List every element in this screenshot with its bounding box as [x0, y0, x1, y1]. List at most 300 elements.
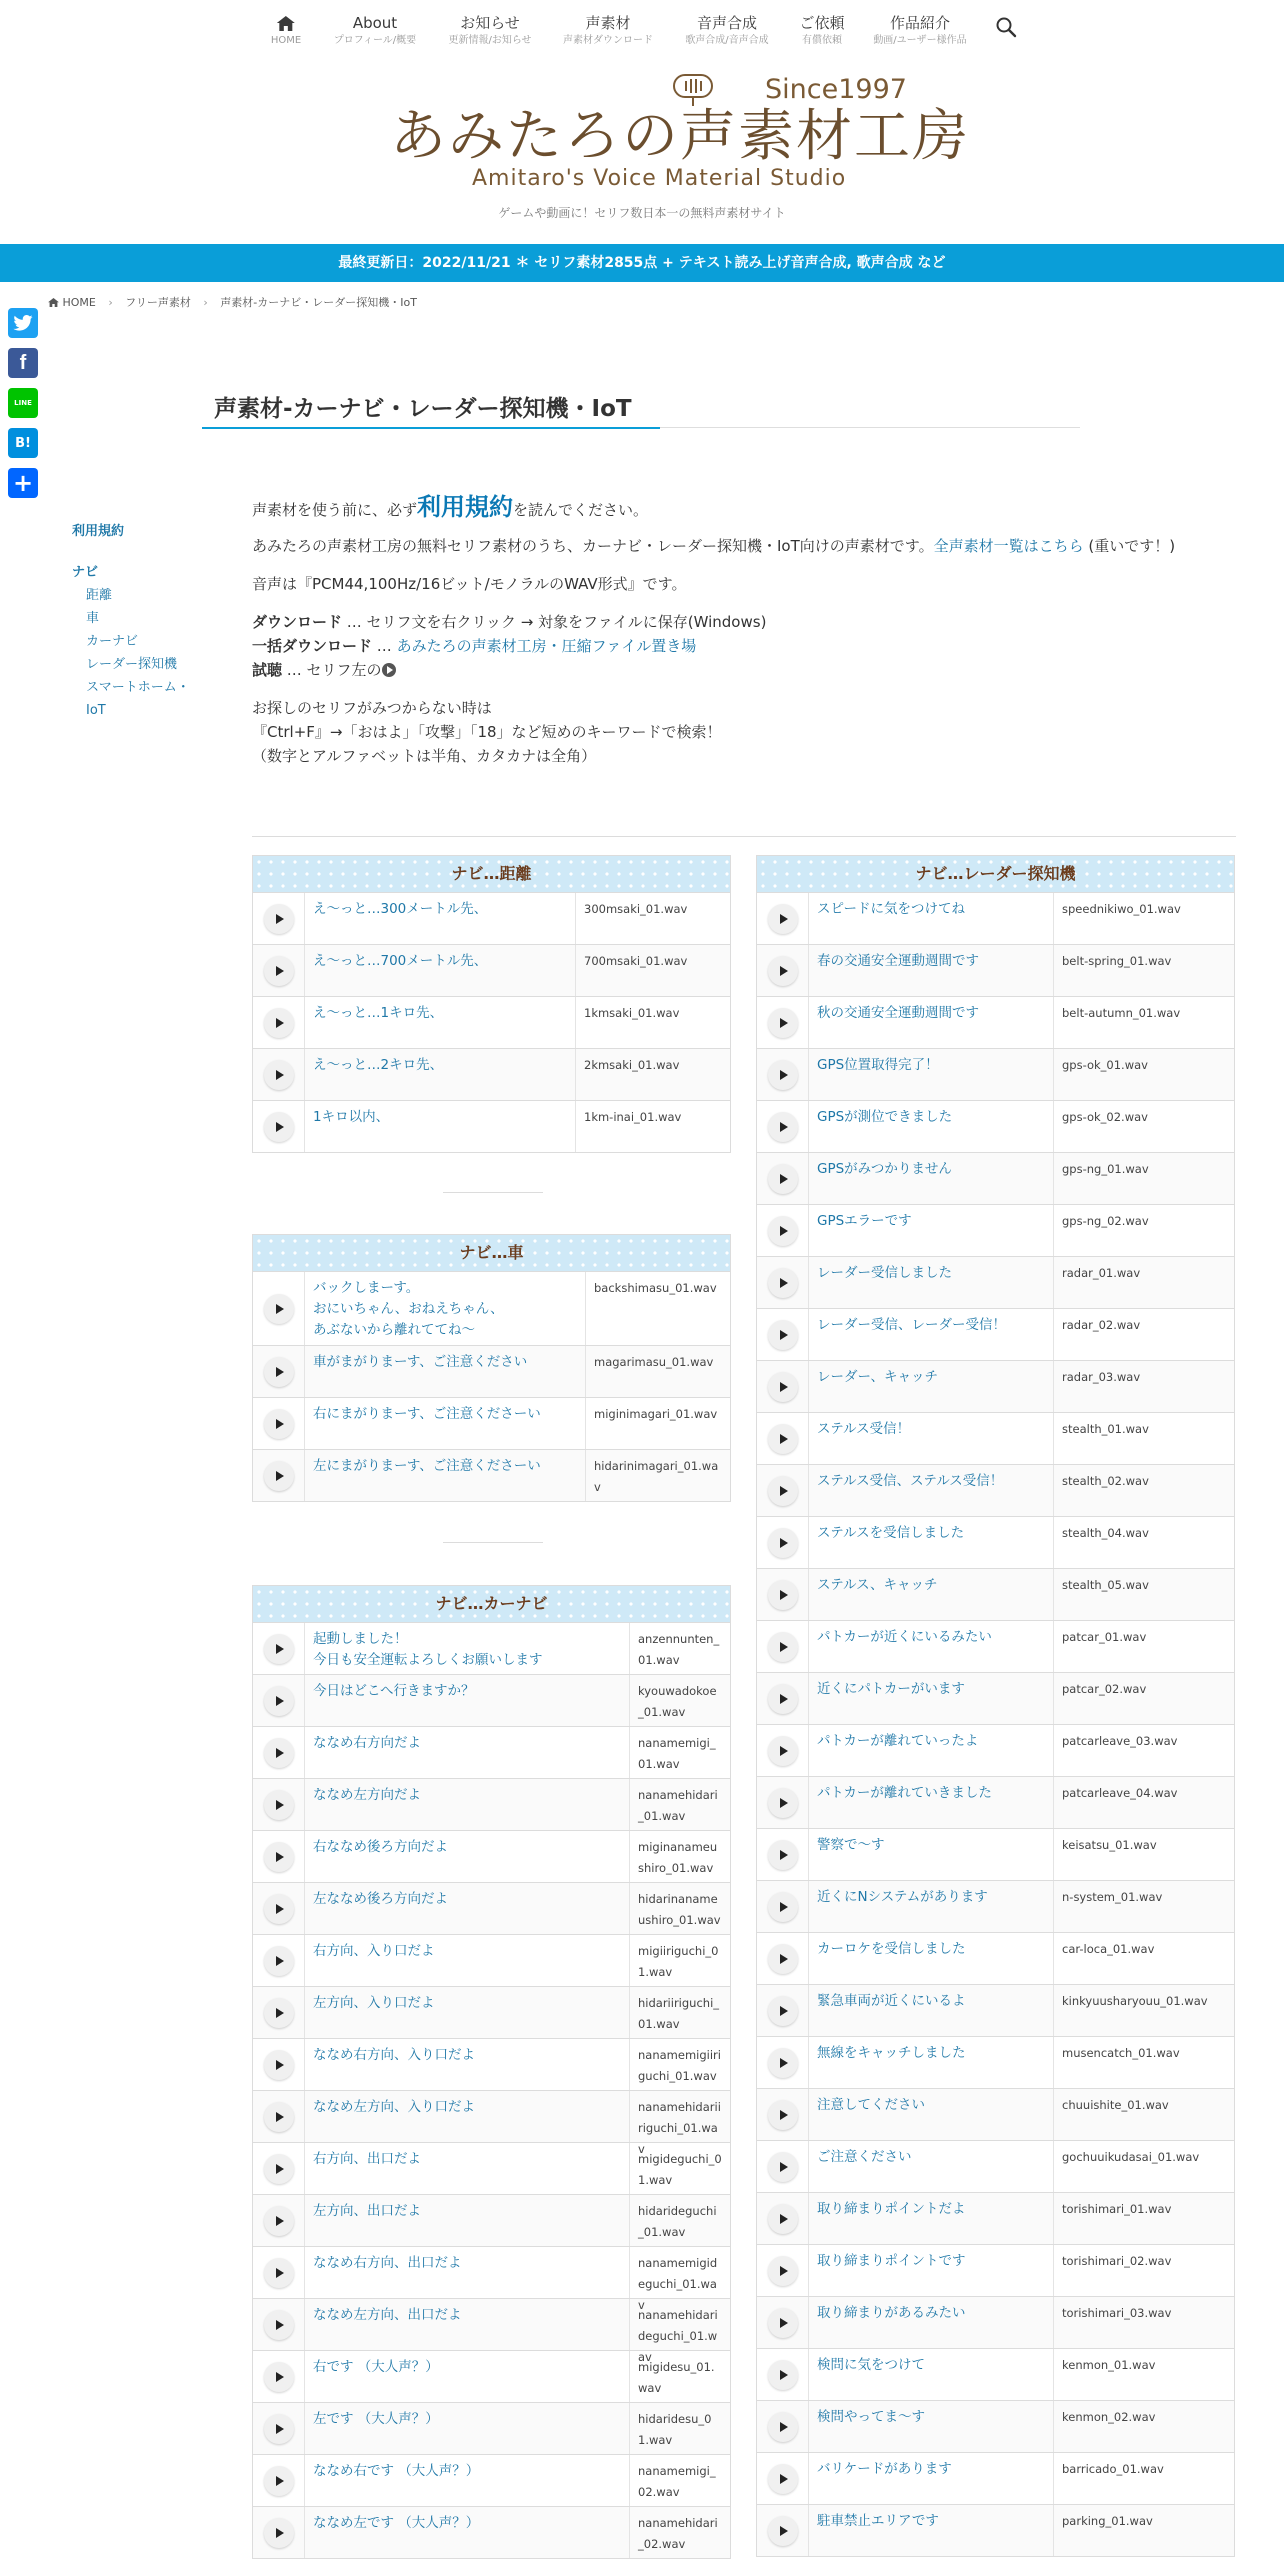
table-row	[757, 2452, 1234, 2504]
play-cell	[757, 2193, 809, 2244]
voice-line-link[interactable]: 駐車禁止エリアです	[809, 2505, 1054, 2556]
search-tip-1: お探しのセリフがみつからない時は	[252, 699, 492, 717]
play-button[interactable]	[768, 1580, 798, 1610]
voice-filename: stealth_05.wav	[1062, 1578, 1149, 1592]
play-button[interactable]	[264, 2154, 294, 2184]
play-cell	[757, 2401, 809, 2452]
voice-line-link[interactable]: 注意してください	[809, 2089, 1054, 2140]
play-cell	[757, 1413, 809, 1464]
voice-filename: kyouwadokoe_01.wav	[638, 1684, 717, 1719]
table-row	[253, 1934, 730, 1986]
line-icon: LINE	[14, 399, 32, 407]
voice-filename: torishimari_01.wav	[1062, 2202, 1172, 2216]
play-button[interactable]	[768, 1216, 798, 1246]
search-tip-3: （数字とアルファベットは半角、カタカナは全角）	[252, 747, 597, 765]
play-cell	[253, 2039, 305, 2090]
search-icon[interactable]	[995, 16, 1017, 38]
voice-line-link[interactable]: 右です （大人声？）	[305, 2351, 630, 2402]
breadcrumb-free-voice[interactable]: フリー声素材	[125, 296, 191, 309]
search-tip-2: 『Ctrl+F』→「おはよ」「攻撃」「18」など短めのキーワードで検索！	[252, 723, 722, 741]
table-row	[253, 2350, 730, 2402]
trial-text: … セリフ左の	[282, 661, 382, 679]
chevron-right-icon: ›	[203, 296, 208, 309]
voice-line-link[interactable]: GPSエラーです	[809, 1205, 1054, 1256]
play-button[interactable]	[768, 1632, 798, 1662]
play-button[interactable]	[768, 2516, 798, 2546]
voice-line-link[interactable]: 秋の交通安全運動週間です	[809, 997, 1054, 1048]
line-share-button[interactable]	[8, 388, 38, 418]
table-row	[757, 1464, 1234, 1516]
voice-line-link[interactable]: 検問に気をつけて	[809, 2349, 1054, 2400]
nav-synth-sub: 歌声合成/音声合成	[685, 35, 769, 46]
all-voices-link[interactable]: 全声素材一覧はこちら	[933, 537, 1084, 555]
play-cell	[253, 1450, 305, 1501]
play-cell	[757, 2453, 809, 2504]
table-row	[757, 1880, 1234, 1932]
play-cell	[757, 1881, 809, 1932]
table-row	[757, 2192, 1234, 2244]
download-note	[252, 610, 1252, 634]
table-row	[253, 1986, 730, 2038]
voice-filename: speednikiwo_01.wav	[1062, 902, 1181, 916]
play-button[interactable]	[768, 2152, 798, 2182]
voice-filename: nanamehidari_01.wav	[638, 1788, 718, 1823]
breadcrumb-home[interactable]	[48, 296, 96, 309]
play-button[interactable]	[264, 2258, 294, 2288]
table-row	[757, 2296, 1234, 2348]
play-button[interactable]	[264, 2362, 294, 2392]
voice-line-link[interactable]: え～っと…1キロ先、	[305, 997, 576, 1048]
voice-filename: hidarinanameushiro_01.wav	[638, 1892, 721, 1927]
table-row	[757, 1100, 1234, 1152]
voice-line-link[interactable]: ななめ左方向、入り口だよ	[305, 2091, 630, 2142]
play-button[interactable]	[768, 1164, 798, 1194]
table-row	[253, 1726, 730, 1778]
play-cell	[757, 1205, 809, 1256]
download-text: … セリフ文を右クリック → 対象をファイルに保存(Windows)	[342, 613, 767, 631]
table-row	[757, 1828, 1234, 1880]
play-button[interactable]	[264, 1357, 294, 1387]
voice-filename: belt-spring_01.wav	[1062, 954, 1172, 968]
voice-line-link[interactable]: 左方向、入り口だよ	[305, 1987, 630, 2038]
play-button[interactable]	[768, 956, 798, 986]
voice-line-link[interactable]: 左にまがりまーす、ご注意くださーい	[305, 1450, 586, 1501]
play-cell	[757, 1829, 809, 1880]
voice-filename: radar_01.wav	[1062, 1266, 1141, 1280]
voice-filename: nanamemigi_01.wav	[638, 1736, 716, 1771]
voice-line-link[interactable]: 無線をキャッチしました	[809, 2037, 1054, 2088]
play-button[interactable]	[768, 1476, 798, 1506]
voice-line-link[interactable]: 警察で～す	[809, 1829, 1054, 1880]
description	[252, 534, 1252, 558]
table-row	[253, 1449, 730, 1501]
table-row	[253, 1622, 730, 1674]
plus-icon: +	[12, 469, 34, 497]
toc-distance[interactable]: 距離	[86, 588, 113, 603]
voice-filename: 2kmsaki_01.wav	[584, 1058, 680, 1072]
play-cell	[757, 2349, 809, 2400]
play-cell	[757, 2141, 809, 2192]
voice-line-link[interactable]: 右ななめ後ろ方向だよ	[305, 1831, 630, 1882]
voice-line-link[interactable]: 1キロ以内、	[305, 1101, 576, 1152]
toc-navi[interactable]: ナビ	[72, 565, 99, 580]
voice-filename: belt-autumn_01.wav	[1062, 1006, 1181, 1020]
voice-filename: nanamemigideguchi_01.wav	[638, 2256, 718, 2312]
play-button[interactable]	[264, 1634, 294, 1664]
play-button[interactable]	[264, 956, 294, 986]
nav-news-label: お知らせ	[460, 14, 520, 32]
table-row	[253, 996, 730, 1048]
play-button[interactable]	[768, 904, 798, 934]
voice-line-link[interactable]: パトカーが近くにいるみたい	[809, 1621, 1054, 1672]
play-button[interactable]	[768, 2464, 798, 2494]
voice-filename: stealth_04.wav	[1062, 1526, 1149, 1540]
voice-line-link[interactable]: 取り締まりポイントです	[809, 2245, 1054, 2296]
play-button[interactable]	[768, 1892, 798, 1922]
voice-filename: kenmon_01.wav	[1062, 2358, 1156, 2372]
voice-filename: stealth_01.wav	[1062, 1422, 1149, 1436]
play-button[interactable]	[768, 1060, 798, 1090]
voice-line-link[interactable]: ステルス、キャッチ	[809, 1569, 1054, 1620]
play-cell	[757, 893, 809, 944]
bulk-download-note	[252, 634, 1252, 658]
voice-line-link[interactable]: 右にまがりまーす、ご注意くださーい	[305, 1398, 586, 1449]
table-row	[757, 996, 1234, 1048]
play-button[interactable]	[264, 1790, 294, 1820]
play-cell	[757, 1257, 809, 1308]
divider	[443, 1542, 543, 1543]
nav-news-sub: 更新情報/お知らせ	[448, 35, 532, 46]
voice-line-link[interactable]: ステルス受信、ステルス受信！	[809, 1465, 1054, 1516]
table-row	[757, 2244, 1234, 2296]
terms-notice	[252, 495, 1252, 522]
nav-home[interactable]	[271, 14, 301, 48]
table-row	[757, 1620, 1234, 1672]
voice-line-link[interactable]: 緊急車両が近くにいるよ	[809, 1985, 1054, 2036]
update-info-bar: 最終更新日：2022/11/21 ＊ セリフ素材2855点 + テキスト読み上げ音声合成, 歌声合成 など	[0, 244, 1284, 282]
table-row	[253, 2194, 730, 2246]
voice-line-link[interactable]: 左ななめ後ろ方向だよ	[305, 1883, 630, 1934]
play-cell	[253, 1049, 305, 1100]
twitter-icon	[13, 315, 33, 331]
voice-line-link[interactable]: ななめ右方向、入り口だよ	[305, 2039, 630, 2090]
voice-line-link[interactable]: GPS位置取得完了！	[809, 1049, 1054, 1100]
voice-line-link[interactable]: ななめ右方向、出口だよ	[305, 2247, 630, 2298]
nav-works[interactable]	[873, 14, 966, 48]
voice-filename: magarimasu_01.wav	[594, 1355, 714, 1369]
voice-line-link[interactable]: カーロケを受信しました	[809, 1933, 1054, 1984]
play-cell	[757, 1569, 809, 1620]
voice-line-link[interactable]: ななめ左方向だよ	[305, 1779, 630, 1830]
voice-line-link[interactable]: 左方向、出口だよ	[305, 2195, 630, 2246]
voice-line-link[interactable]: レーダー、キャッチ	[809, 1361, 1054, 1412]
toc-terms[interactable]: 利用規約	[72, 524, 125, 539]
add-share-button[interactable]	[8, 468, 38, 498]
play-button[interactable]	[768, 2412, 798, 2442]
voice-filename: gps-ng_01.wav	[1062, 1162, 1149, 1176]
voice-line-link[interactable]: バリケードがあります	[809, 2453, 1054, 2504]
site-tagline: ゲームや動画に！セリフ数日本一の無料声素材サイト	[498, 206, 786, 220]
table-row	[757, 1984, 1234, 2036]
play-cell	[757, 2245, 809, 2296]
voice-line-link[interactable]: 起動しました！ 今日も安全運転よろしくお願いします	[305, 1623, 630, 1674]
play-button[interactable]	[264, 1686, 294, 1716]
voice-filename: chuuishite_01.wav	[1062, 2098, 1169, 2112]
play-button[interactable]	[264, 1894, 294, 1924]
table-row	[757, 1256, 1234, 1308]
voice-filename: radar_02.wav	[1062, 1318, 1141, 1332]
voice-line-link[interactable]: スピードに気をつけてね	[809, 893, 1054, 944]
twitter-share-button[interactable]	[8, 308, 38, 338]
play-button[interactable]	[264, 1294, 294, 1324]
top-navigation	[0, 0, 1284, 58]
voice-filename: migidesu_01.wav	[638, 2360, 715, 2395]
archive-link[interactable]: あみたろの声素材工房・圧縮ファイル置き場	[396, 637, 697, 655]
play-button[interactable]	[768, 2100, 798, 2130]
nav-about-label: About	[352, 14, 398, 32]
play-button[interactable]	[264, 1842, 294, 1872]
voice-line-link[interactable]: GPSが測位できました	[809, 1101, 1054, 1152]
table-row	[253, 1882, 730, 1934]
table-row	[253, 1100, 730, 1152]
toc-radar[interactable]: レーダー探知機	[86, 657, 178, 672]
voice-line-link[interactable]: ななめ左です （大人声？）	[305, 2507, 630, 2558]
voice-filename: n-system_01.wav	[1062, 1890, 1163, 1904]
table-row	[757, 1932, 1234, 1984]
voice-line-link[interactable]: 春の交通安全運動週間です	[809, 945, 1054, 996]
play-cell	[757, 1101, 809, 1152]
voice-line-link[interactable]: ななめ右です （大人声？）	[305, 2455, 630, 2506]
voice-line-link[interactable]: 車がまがりまーす、ご注意ください	[305, 1346, 586, 1397]
voice-line-link[interactable]: 今日はどこへ行きますか？	[305, 1675, 630, 1726]
voice-filename: 1km-inai_01.wav	[584, 1110, 682, 1124]
table-row	[757, 892, 1234, 944]
play-button[interactable]	[768, 1112, 798, 1142]
site-logo[interactable]	[380, 62, 970, 202]
play-button[interactable]	[768, 2308, 798, 2338]
table-row	[253, 1048, 730, 1100]
play-button[interactable]	[768, 1372, 798, 1402]
play-button[interactable]	[264, 1946, 294, 1976]
play-button[interactable]	[768, 1528, 798, 1558]
voice-filename: kinkyuusharyouu_01.wav	[1062, 1994, 1208, 2008]
voice-filename: miginimagari_01.wav	[594, 1407, 718, 1421]
play-cell	[253, 997, 305, 1048]
terms-link[interactable]: 利用規約	[417, 493, 514, 521]
play-cell	[253, 2403, 305, 2454]
play-button[interactable]	[264, 1738, 294, 1768]
voice-line-link[interactable]: バックしまーす。 おにいちゃん、おねえちゃん、 あぶないから離れててね～	[305, 1272, 586, 1345]
play-cell	[253, 1398, 305, 1449]
play-button[interactable]	[768, 1008, 798, 1038]
voice-line-link[interactable]: 右方向、入り口だよ	[305, 1935, 630, 1986]
voice-line-link[interactable]: GPSがみつかりません	[809, 1153, 1054, 1204]
voice-line-link[interactable]: レーダー受信しました	[809, 1257, 1054, 1308]
voice-filename: patcarleave_04.wav	[1062, 1786, 1178, 1800]
play-cell	[253, 2091, 305, 2142]
table-header: ナビ…レーダー探知機	[757, 856, 1234, 892]
table-row	[757, 1048, 1234, 1100]
format-note: 音声は『PCM44,100Hz/16ビット/モノラルのWAV形式』です。	[252, 575, 687, 593]
voice-filename: hidarideguchi_01.wav	[638, 2204, 717, 2239]
play-button[interactable]	[768, 1684, 798, 1714]
voice-line-link[interactable]: 取り締まりポイントだよ	[809, 2193, 1054, 2244]
play-button[interactable]	[768, 1944, 798, 1974]
table-row	[253, 1397, 730, 1449]
voice-filename: patcarleave_03.wav	[1062, 1734, 1178, 1748]
logo-since: Since1997	[765, 74, 907, 105]
play-button[interactable]	[768, 1840, 798, 1870]
play-button[interactable]	[264, 2102, 294, 2132]
voice-line-link[interactable]: 近くにNシステムがあります	[809, 1881, 1054, 1932]
table-row	[253, 2246, 730, 2312]
play-cell	[757, 2089, 809, 2140]
play-cell	[253, 1346, 305, 1397]
table-row	[757, 1412, 1234, 1464]
voice-line-link[interactable]: 取り締まりがあるみたい	[809, 2297, 1054, 2348]
play-cell	[757, 2037, 809, 2088]
nav-synth[interactable]	[685, 14, 768, 48]
play-button[interactable]	[768, 1268, 798, 1298]
terms-notice-after: を読んでください。	[513, 501, 649, 519]
play-cell	[253, 1831, 305, 1882]
voice-filename: hidariiriguchi_01.wav	[638, 1996, 720, 2031]
voice-line-link[interactable]: 左です （大人声？）	[305, 2403, 630, 2454]
voice-line-link[interactable]: 近くにパトカーがいます	[809, 1673, 1054, 1724]
facebook-share-button[interactable]	[8, 348, 38, 378]
play-button[interactable]	[768, 1424, 798, 1454]
voice-filename: 700msaki_01.wav	[584, 954, 688, 968]
table-row	[253, 1778, 730, 1830]
voice-line-link[interactable]: ななめ右方向だよ	[305, 1727, 630, 1778]
nav-news[interactable]	[448, 14, 531, 48]
play-button[interactable]	[768, 2360, 798, 2390]
play-button[interactable]	[264, 2310, 294, 2340]
voice-filename: backshimasu_01.wav	[594, 1281, 717, 1295]
table-row	[253, 1271, 730, 1345]
play-button[interactable]	[768, 1788, 798, 1818]
toc-car[interactable]: 車	[86, 611, 100, 626]
voice-filename: gps-ok_02.wav	[1062, 1110, 1148, 1124]
table-row	[757, 1516, 1234, 1568]
voice-table-radar	[756, 855, 1235, 2557]
play-button[interactable]	[264, 1461, 294, 1491]
voice-filename: gps-ng_02.wav	[1062, 1214, 1149, 1228]
play-cell	[757, 1985, 809, 2036]
table-row	[757, 2400, 1234, 2452]
play-button[interactable]	[264, 904, 294, 934]
table-row	[757, 2036, 1234, 2088]
play-cell	[253, 1883, 305, 1934]
play-button[interactable]	[768, 1320, 798, 1350]
voice-line-link[interactable]: え～っと…300メートル先、	[305, 893, 576, 944]
voice-line-link[interactable]: パトカーが離れていきました	[809, 1777, 1054, 1828]
play-button[interactable]	[264, 2518, 294, 2548]
table-of-contents	[72, 520, 202, 722]
nav-synth-label: 音声合成	[696, 14, 757, 32]
home-icon	[48, 298, 59, 307]
play-cell	[253, 945, 305, 996]
nav-request[interactable]	[799, 14, 844, 48]
voice-filename: 300msaki_01.wav	[584, 902, 688, 916]
play-button[interactable]	[264, 1998, 294, 2028]
play-button[interactable]	[768, 1996, 798, 2026]
play-button[interactable]	[264, 1008, 294, 1038]
voice-filename: kenmon_02.wav	[1062, 2410, 1156, 2424]
play-button[interactable]	[264, 2206, 294, 2236]
play-button[interactable]	[768, 1736, 798, 1766]
play-button[interactable]	[264, 1112, 294, 1142]
play-cell	[757, 1309, 809, 1360]
table-row	[253, 1345, 730, 1397]
voice-filename: musencatch_01.wav	[1062, 2046, 1180, 2060]
voice-line-link[interactable]: え～っと…2キロ先、	[305, 1049, 576, 1100]
play-cell	[757, 1673, 809, 1724]
bulk-download-label: 一括ダウンロード	[252, 637, 373, 655]
voice-line-link[interactable]: 右方向、出口だよ	[305, 2143, 630, 2194]
table-header: ナビ…車	[253, 1235, 730, 1271]
play-button[interactable]	[768, 2204, 798, 2234]
play-button[interactable]	[264, 1409, 294, 1439]
play-button[interactable]	[768, 2048, 798, 2078]
voice-line-link[interactable]: ななめ左方向、出口だよ	[305, 2299, 630, 2350]
voice-line-link[interactable]: ステルス受信！	[809, 1413, 1054, 1464]
voice-filename: torishimari_02.wav	[1062, 2254, 1172, 2268]
voice-line-link[interactable]: ご注意ください	[809, 2141, 1054, 2192]
voice-filename: barricado_01.wav	[1062, 2462, 1164, 2476]
table-row	[253, 2454, 730, 2506]
voice-filename: migideguchi_01.wav	[638, 2152, 722, 2187]
table-row	[757, 1152, 1234, 1204]
table-row	[253, 944, 730, 996]
play-cell	[253, 1727, 305, 1778]
nav-about[interactable]	[334, 14, 416, 48]
voice-filename: migiiriguchi_01.wav	[638, 1944, 719, 1979]
play-button[interactable]	[264, 2466, 294, 2496]
divider	[443, 1192, 543, 1193]
table-row	[757, 1308, 1234, 1360]
nav-voice[interactable]	[563, 14, 653, 48]
hatena-bookmark-button[interactable]	[8, 428, 38, 458]
voice-filename: patcar_02.wav	[1062, 1682, 1147, 1696]
voice-line-link[interactable]: レーダー受信、レーダー受信！	[809, 1309, 1054, 1360]
play-button[interactable]	[264, 1060, 294, 1090]
logo-subtitle: Amitaro's Voice Material Studio	[472, 166, 847, 191]
toc-smarthome[interactable]: スマートホーム・IoT	[86, 680, 190, 718]
play-icon	[382, 663, 396, 677]
play-button[interactable]	[264, 2414, 294, 2444]
voice-table-carnavi	[252, 1585, 731, 2559]
logo-title: あみたろの声素材工房	[390, 104, 970, 169]
voice-filename: radar_03.wav	[1062, 1370, 1141, 1384]
voice-filename: stealth_02.wav	[1062, 1474, 1149, 1488]
play-button[interactable]	[768, 2256, 798, 2286]
table-row	[253, 2090, 730, 2156]
play-button[interactable]	[264, 2050, 294, 2080]
chevron-right-icon: ›	[108, 296, 113, 309]
voice-filename: miginanameushiro_01.wav	[638, 1840, 718, 1875]
bulk-download-sep: …	[372, 637, 397, 655]
play-cell	[253, 1779, 305, 1830]
voice-line-link[interactable]: え～っと…700メートル先、	[305, 945, 576, 996]
voice-line-link[interactable]: 検問やってま～す	[809, 2401, 1054, 2452]
voice-line-link[interactable]: パトカーが離れていったよ	[809, 1725, 1054, 1776]
voice-line-link[interactable]: ステルスを受信しました	[809, 1517, 1054, 1568]
description-text: あみたろの声素材工房の無料セリフ素材のうち、カーナビ・レーダー探知機・IoT向けの声素材です。	[252, 537, 934, 555]
toc-carnavi[interactable]: カーナビ	[86, 634, 139, 649]
play-cell	[757, 945, 809, 996]
page-title: 声素材-カーナビ・レーダー探知機・IoT	[214, 396, 632, 422]
